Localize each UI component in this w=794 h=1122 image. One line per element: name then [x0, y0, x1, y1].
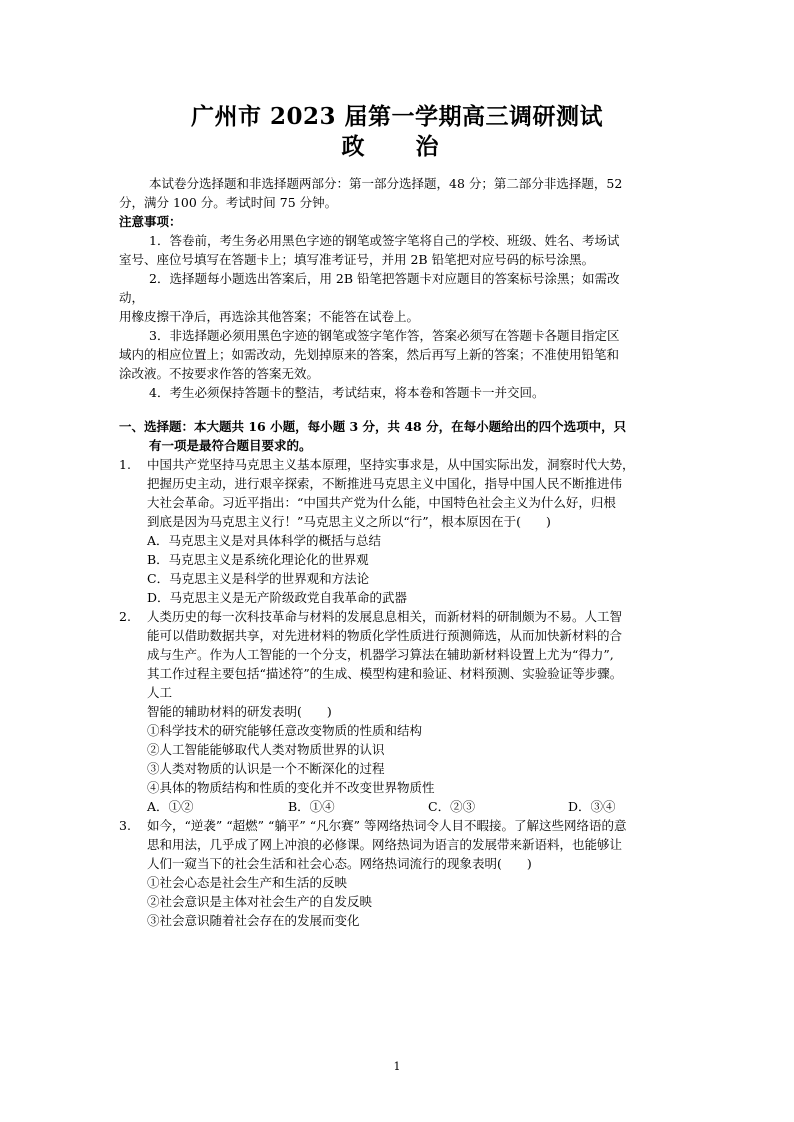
- note-1-line-2: 室号、座位号填写在答题卡上；填写准考证号，并用 2B 铅笔把对应号码的标号涂黑。: [119, 252, 595, 267]
- question-1-line-1: 中国共产党坚持马克思主义基本原理，坚持实事求是，从中国实际出发，洞察时代大势，: [147, 457, 635, 472]
- question-2-statement-2: ②人工智能能够取代人类对物质世界的认识: [147, 742, 385, 757]
- question-2-line-3: 成与生产。作为人工智能的一个分支，机器学习算法在辅助新材料设置上尤为“得力”,: [147, 647, 614, 662]
- exam-title: 广州市 2023 届第一学期高三调研测试: [190, 103, 604, 130]
- question-3-number: 3.: [119, 818, 131, 833]
- question-3-statement-1: ①社会心态是社会生产和生活的反映: [147, 875, 348, 890]
- question-3-statement-3: ③社会意识随着社会存在的发展而变化: [147, 913, 360, 928]
- note-2-line-1: 2．选择题每小题选出答案后，用 2B 铅笔把答题卡对应题目的答案标号涂黑；如需改: [149, 271, 620, 286]
- question-1-option-d: D．马克思主义是无产阶级政党自我革命的武器: [147, 590, 408, 605]
- question-2-number: 2.: [119, 609, 131, 624]
- question-3-line-2: 思和用法，几乎成了网上冲浪的必修课。网络热词为语言的发展带来新语料，也能够让: [147, 837, 623, 852]
- question-1-option-c: C．马克思主义是科学的世界观和方法论: [147, 571, 370, 586]
- question-3-line-3: 人们一窥当下的社会生活和社会心态。网络热词流行的现象表明( ): [147, 856, 532, 871]
- question-2-line-4: 其工作过程主要包括“描述符”的生成、模型构建和验证、材料预测、实验验证等步骤。: [147, 666, 623, 681]
- question-2-line-1: 人类历史的每一次科技革命与材料的发展息息相关，而新材料的研制颇为不易。人工智: [147, 609, 623, 624]
- question-2-statement-4: ④具体的物质结构和性质的变化并不改变世界物质性: [147, 780, 435, 795]
- question-2-option-a: A．①②: [147, 799, 194, 814]
- question-2-option-c: C．②③: [428, 799, 476, 814]
- intro-line-1: 本试卷分选择题和非选择题两部分：第一部分选择题，48 分；第二部分非选择题，52: [149, 176, 623, 191]
- note-2-line-2: 动，: [119, 290, 145, 305]
- question-2-statement-3: ③人类对物质的认识是一个不断深化的过程: [147, 761, 385, 776]
- question-2-statement-1: ①科学技术的研究能够任意改变物质的性质和结构: [147, 723, 423, 738]
- question-2-option-d: D．③④: [568, 799, 616, 814]
- question-1-option-b: B．马克思主义是系统化理论化的世界观: [147, 552, 369, 567]
- question-1-line-2: 把握历史主动，进行艰辛探索，不断推进马克思主义中国化，指导中国人民不断推进伟: [147, 476, 623, 491]
- question-2-line-5: 人工: [147, 685, 173, 700]
- note-3-line-3: 涂改液。不按要求作答的答案无效。: [119, 366, 320, 381]
- note-4-line-1: 4．考生必须保持答题卡的整洁，考试结束，将本卷和答题卡一并交回。: [149, 385, 545, 400]
- note-3-line-2: 域内的相应位置上；如需改动，先划掉原来的答案，然后再写上新的答案；不准使用铅笔和: [119, 347, 620, 362]
- question-2-line-2: 能可以借助数据共享，对先进材料的物质化学性质进行预测筛选，从而加快新材料的合: [147, 628, 623, 643]
- page-number: 1: [393, 1060, 401, 1073]
- question-1-number: 1.: [119, 457, 131, 472]
- section-heading-line-1: 一、选择题：本大题共 16 小题，每小题 3 分，共 48 分，在每小题给出的四个选项中，只: [119, 419, 627, 434]
- notes-heading: 注意事项：: [119, 214, 182, 229]
- question-2-option-b: B．①④: [288, 799, 335, 814]
- intro-line-2: 分，满分 100 分。考试时间 75 分钟。: [119, 195, 338, 210]
- question-3-statement-2: ②社会意识是主体对社会生产的自发反映: [147, 894, 373, 909]
- subject-title: 政 治: [341, 133, 453, 160]
- question-2-line-6: 智能的辅助材料的研发表明( ): [147, 704, 332, 719]
- question-1-line-4: 到底是因为马克思主义行！”马克思主义之所以“行”，根本原因在于( ): [147, 514, 551, 529]
- section-heading-line-2: 有一项是最符合题目要求的。: [149, 438, 312, 453]
- question-1-option-a: A．马克思主义是对具体科学的概括与总结: [147, 533, 382, 548]
- note-1-line-1: 1．答卷前，考生务必用黑色字迹的钢笔或签字笔将自己的学校、班级、姓名、考场试: [149, 233, 620, 248]
- note-2-line-3: 用橡皮擦干净后，再选涂其他答案；不能答在试卷上。: [119, 309, 420, 324]
- question-3-line-1: 如今，“逆袭” “超燃” “躺平” “凡尔赛” 等网络热词令人目不暇接。了解这些网络语的意: [147, 818, 627, 833]
- note-3-line-1: 3．非选择题必须用黑色字迹的钢笔或签字笔作答，答案必须写在答题卡各题目指定区: [149, 328, 620, 343]
- question-1-line-3: 大社会革命。习近平指出：“中国共产党为什么能，中国特色社会主义为什么好，归根: [147, 495, 616, 510]
